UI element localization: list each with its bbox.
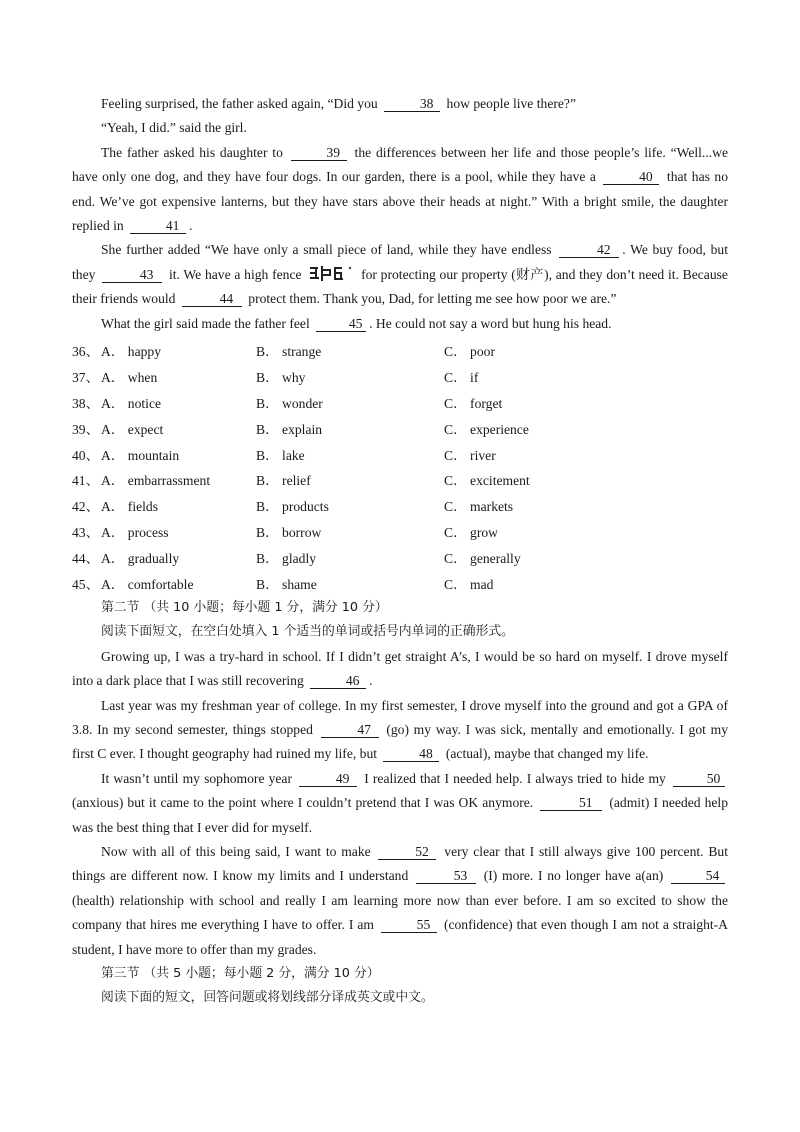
option-b: B． wonder [256,395,323,411]
paragraph-text: (admit) I needed help was the best thing that I ever did for myself. [72,795,728,835]
paragraph-text: Growing up, I was a try-hard in school. If I didn’t get straight A’s, I would be so hard on myself. I drove myself into a dark place that I was still recovering [72,648,728,689]
paragraph-text: It wasn’t until my sophomore year [101,770,292,786]
option-row [72,363,728,389]
question-number: 43、 [72,525,100,541]
paragraph-text: it. We have a high fence [168,266,302,282]
paragraph-text: (health) relationship with school and really I am learning more now than ever before. I am so excited to show the company that hires me everything I have to offer. I am [72,892,728,933]
paragraph-text: how people live there?” [446,96,576,111]
option-row [72,389,728,415]
passage-paragraph [72,312,728,336]
option-b: B． why [256,369,306,385]
question-number: 38、 [72,395,100,411]
question-number: 40、 [72,447,100,463]
options-list [72,337,728,596]
passage-paragraph [72,840,728,962]
option-row [72,467,728,493]
option-a: A． fields [101,499,159,515]
option-b: B． strange [256,344,322,359]
section-header [72,596,728,620]
instruction-text: 阅读下面的短文，回答问题或将划线部分译成英文或中文。 [101,990,434,1006]
passage-paragraph [72,694,728,767]
option-a: A． gradually [101,551,180,567]
blank-39: 39 [291,145,347,161]
passage-paragraph [72,92,728,116]
blank-51: 51 [540,795,602,811]
option-a: A． comfortable [101,577,194,593]
question-number: 45、 [72,577,100,593]
option-a: A． notice [101,395,162,411]
paragraph-text: . [189,218,193,234]
option-row [72,337,728,363]
option-b: B． lake [256,447,305,463]
section-header [72,962,728,986]
question-number: 41、 [72,473,100,489]
paragraph-text: She further added “We have only a small piece of land, while they have endless [101,242,552,258]
blank-45: 45 [316,316,366,332]
blank-46: 46 [310,673,366,689]
option-a: A． when [101,369,158,385]
paragraph-text: Last year was my freshman year of college. In my first semester, I drove myself into the ground and got a GPA of 3.8. In my second semester, things stopped [72,697,728,737]
blank-38: 38 [384,96,440,112]
passage-paragraph [72,238,728,311]
paragraph-text: (anxious) but it came to the point where I couldn’t pretend that I was OK anymore. [72,795,534,811]
option-row [72,441,728,467]
option-c: C． mad [444,577,494,593]
page-content [72,92,728,1011]
blank-43: 43 [102,267,162,283]
paragraph-text: I realized that I needed help. I always tried to hide my [364,770,666,786]
paragraph-text: (go) my way. I was sick, mentally and emotionally. I got my first C ever. I thought geography had ruined my life, but [72,722,728,762]
paragraph-text: very clear that I still always give 100 percent. But things are different now. I know my limits and I understand [72,844,728,884]
option-b: B． products [256,499,329,515]
paragraph-text: (I) more. I no longer have a(an) [483,868,664,884]
paragraph-text: for protecting our property (财产), and they don’t need it. Because their friends would [72,266,728,307]
blank-41: 41 [130,218,186,234]
question-number: 42、 [72,499,100,515]
paragraph-text: Now with all of this being said, I want to make [101,844,371,860]
section-title: 第二节 （共 10 小题；每小题 1 分，满分 10 分） [101,599,388,615]
blank-53: 53 [416,868,476,884]
paragraph-text: What the girl said made the father feel [101,315,310,331]
option-a: A． happy [101,344,162,359]
question-number: 44、 [72,551,100,567]
blank-52: 52 [378,844,436,860]
option-b: B． shame [256,577,317,593]
blank-47: 47 [321,722,379,738]
option-a: A． mountain [101,447,180,463]
fence-icon [309,266,353,281]
blank-48: 48 [383,746,439,762]
option-c: C． grow [444,525,498,541]
option-a: A． expect [101,421,164,437]
paragraph-text: protect them. Thank you, Dad, for letting me see how poor we are.” [248,291,617,307]
section-instruction [72,986,728,1010]
section-title: 第三节 （共 5 小题；每小题 2 分，满分 10 分） [101,966,380,982]
option-c: C． experience [444,421,529,437]
option-b: B． borrow [256,525,322,541]
option-a: A． embarrassment [101,473,211,489]
passage-paragraph [72,645,728,694]
option-c: C． if [444,369,479,385]
option-c: C． poor [444,344,495,359]
option-row [72,544,728,570]
option-b: B． gladly [256,551,317,567]
paragraph-text: . [369,673,373,689]
option-c: C． river [444,447,496,463]
question-number: 39、 [72,421,100,437]
passage-paragraph [72,767,728,840]
blank-54: 54 [671,868,725,884]
question-number: 37、 [72,369,100,385]
option-c: C． excitement [444,473,530,489]
blank-55: 55 [381,917,437,933]
option-row [72,570,728,596]
passage-paragraph [72,141,728,239]
paragraph-text: Feeling surprised, the father asked again, “Did you [101,96,378,111]
question-number: 36、 [72,344,100,359]
blank-50: 50 [673,771,725,787]
option-row [72,492,728,518]
blank-49: 49 [299,771,357,787]
blank-42: 42 [559,242,619,258]
option-row [72,518,728,544]
paragraph-text: (confidence) that even though I am not a straight-A student, I have more to offer than my grades. [72,917,728,957]
section-instruction [72,620,728,644]
paragraph-text: that has no end. We’ve got expensive lanterns, but they have stars above their heads at night.” With a bright smile, the daughter replied in [72,169,728,234]
paragraph-text: the differences between her life and those people’s life. “Well...we have only one dog, and they have four dogs. In our garden, there is a pool, while they have a [72,144,728,185]
option-c: C． markets [444,499,514,515]
option-c: C． generally [444,551,521,567]
paragraph-text: . He could not say a word but hung his head. [369,315,612,331]
paragraph-text: The father asked his daughter to [101,144,283,160]
option-b: B． relief [256,473,311,489]
option-c: C． forget [444,395,503,411]
blank-40: 40 [603,169,659,185]
paragraph-text: “Yeah, I did.” said the girl. [101,120,247,136]
instruction-text: 阅读下面短文，在空白处填入 1 个适当的单词或括号内单词的正确形式。 [101,624,514,640]
option-b: B． explain [256,421,323,437]
paragraph-text: (actual), maybe that changed my life. [445,746,649,762]
option-row [72,415,728,441]
passage-paragraph [72,116,728,140]
option-a: A． process [101,525,169,541]
blank-44: 44 [182,291,242,307]
paragraph-text: . We buy food, but they [72,242,728,282]
